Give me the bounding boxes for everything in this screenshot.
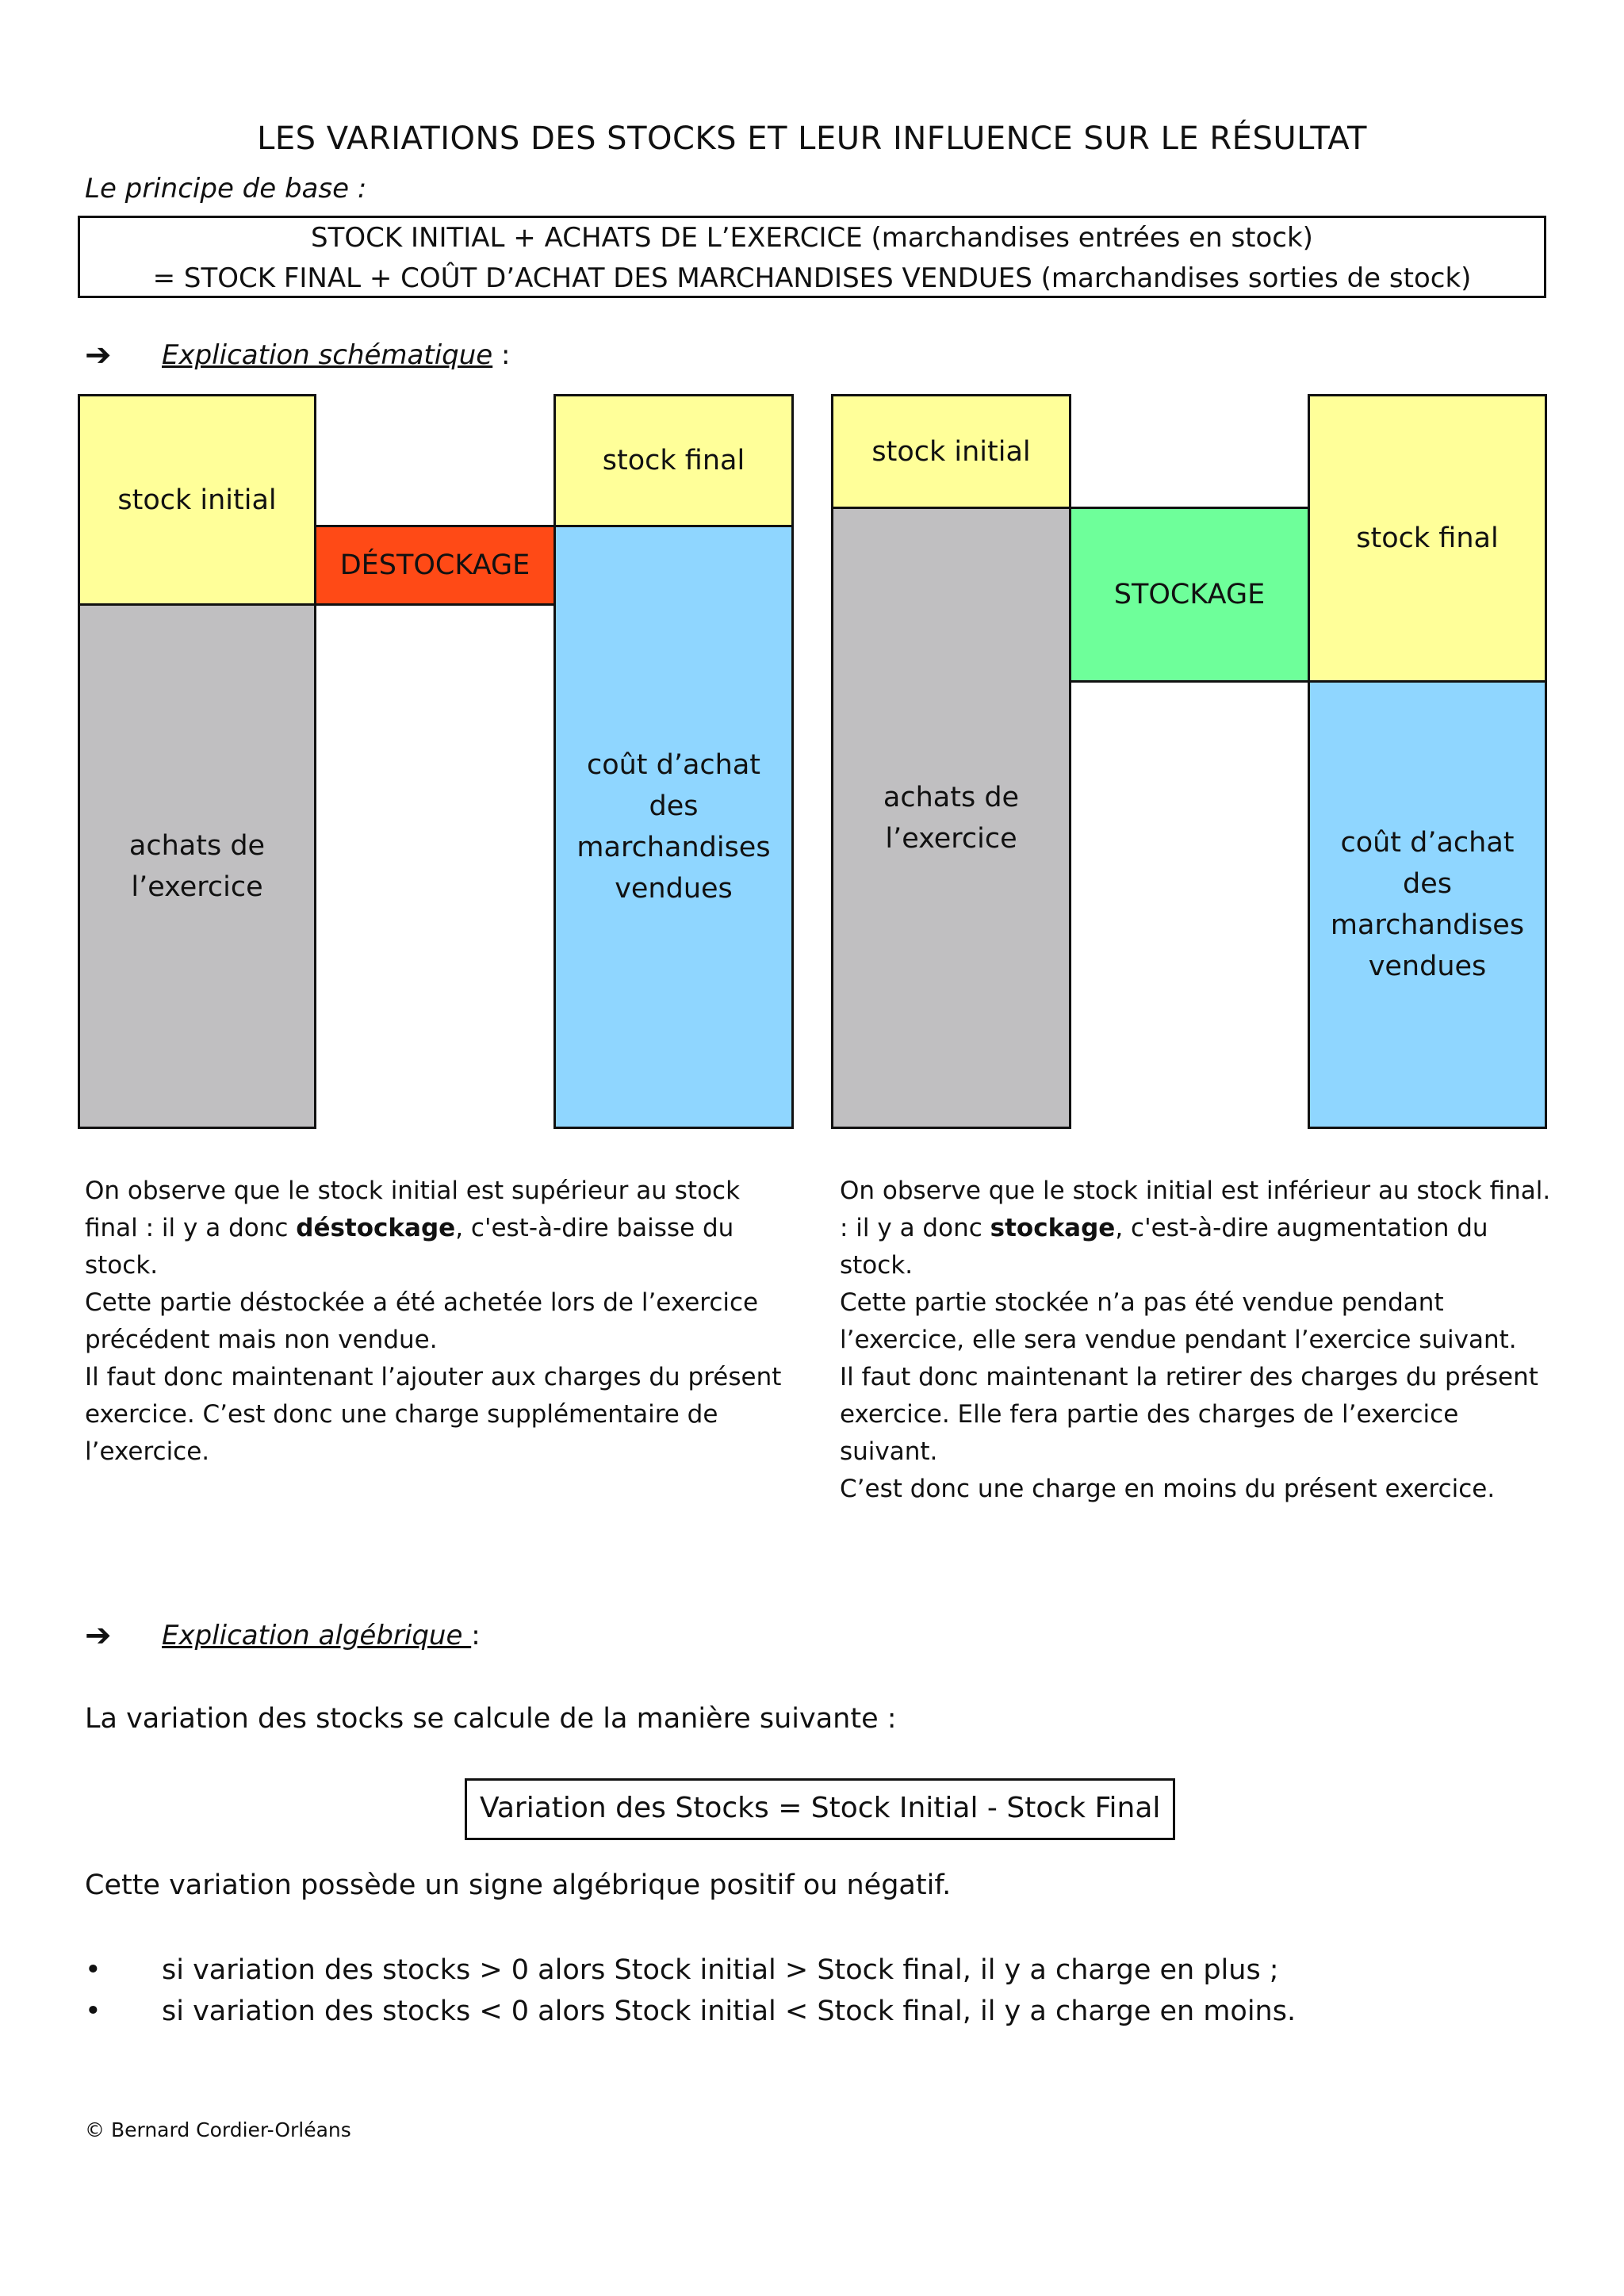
left-stock-initial-block: stock initial	[78, 394, 316, 606]
algebra-heading	[162, 1620, 481, 1651]
right-cout-achat-block: coût d’achat des marchandises vendues	[1308, 680, 1547, 1129]
left-paragraph-1: On observe que le stock initial est supérieur au stock final : il y a donc déstockage, c'est-à-dire baisse du stock.	[85, 1177, 741, 1280]
left-stock-final-block: stock final	[553, 394, 794, 527]
list-item	[85, 1996, 1512, 2035]
footer-copyright: © Bernard Cordier-Orléans	[85, 2118, 351, 2141]
list-item	[85, 1954, 1512, 1994]
algebra-heading-suffix: :	[471, 1620, 481, 1651]
algebra-intro: La variation des stocks se calcule de la manière suivante :	[85, 1703, 897, 1735]
left-paragraph-3: Il faut donc maintenant l’ajouter aux charges du présent exercice. C’est donc une charge supplémentaire de l’exercice.	[85, 1363, 782, 1466]
bullet-text: si variation des stocks > 0 alors Stock initial > Stock final, il y a charge en plus ;	[162, 1954, 1279, 1986]
principle-box	[78, 216, 1546, 298]
right-achats-block: achats de l’exercice	[831, 507, 1071, 1129]
schema-heading-suffix: :	[492, 339, 511, 371]
right-paragraph-1: On observe que le stock initial est inférieur au stock final. : il y a donc stockage, c'est-à-dire augmentation du stock.	[840, 1177, 1551, 1280]
schema-heading-text: Explication schématique	[162, 339, 493, 371]
principle-line-1: STOCK INITIAL + ACHATS DE L’EXERCICE (marchandises entrées en stock)	[311, 222, 1313, 254]
left-destockage-block: DÉSTOCKAGE	[314, 525, 556, 606]
right-stock-initial-block: stock initial	[831, 394, 1071, 509]
principle-label: Le principe de base :	[85, 173, 367, 205]
left-cout-achat-block: coût d’achat des marchandises vendues	[553, 525, 794, 1129]
left-achats-block: achats de l’exercice	[78, 603, 316, 1129]
formula-box: Variation des Stocks = Stock Initial - Stock Final	[465, 1778, 1175, 1840]
right-paragraph-2: Cette partie stockée n’a pas été vendue pendant l’exercice, elle sera vendue pendant l’exercice suivant.	[840, 1288, 1517, 1354]
right-stockage-block: STOCKAGE	[1069, 507, 1310, 683]
right-explanation	[840, 1173, 1553, 1508]
bullet-text: si variation des stocks < 0 alors Stock initial < Stock final, il y a charge en moins.	[162, 1996, 1297, 2027]
right-stock-final-block: stock final	[1308, 394, 1547, 683]
principle-line-2: = STOCK FINAL + COÛT D’ACHAT DES MARCHANDISES VENDUES (marchandises sorties de stock)	[152, 262, 1472, 294]
left-paragraph-2: Cette partie déstockée a été achetée lors de l’exercice précédent mais non vendue.	[85, 1288, 759, 1354]
sign-text: Cette variation possède un signe algébrique positif ou négatif.	[85, 1869, 952, 1901]
right-emphasis: stockage	[990, 1214, 1116, 1242]
right-paragraph-4: C’est donc une charge en moins du présent exercice.	[840, 1475, 1496, 1503]
bullet-icon: •	[85, 1996, 102, 2027]
schema-heading	[162, 339, 510, 371]
arrow-right-icon: ➔	[85, 337, 112, 373]
right-paragraph-3: Il faut donc maintenant la retirer des charges du présent exercice. Elle fera partie des charges de l’exercice suivant.	[840, 1363, 1538, 1466]
arrow-right-icon: ➔	[85, 1617, 112, 1654]
left-emphasis: déstockage	[296, 1214, 456, 1242]
left-explanation	[85, 1173, 799, 1471]
algebra-heading-text: Explication algébrique	[162, 1620, 472, 1651]
bullet-icon: •	[85, 1954, 102, 1986]
page-title: LES VARIATIONS DES STOCKS ET LEUR INFLUENCE SUR LE RÉSULTAT	[257, 121, 1367, 157]
